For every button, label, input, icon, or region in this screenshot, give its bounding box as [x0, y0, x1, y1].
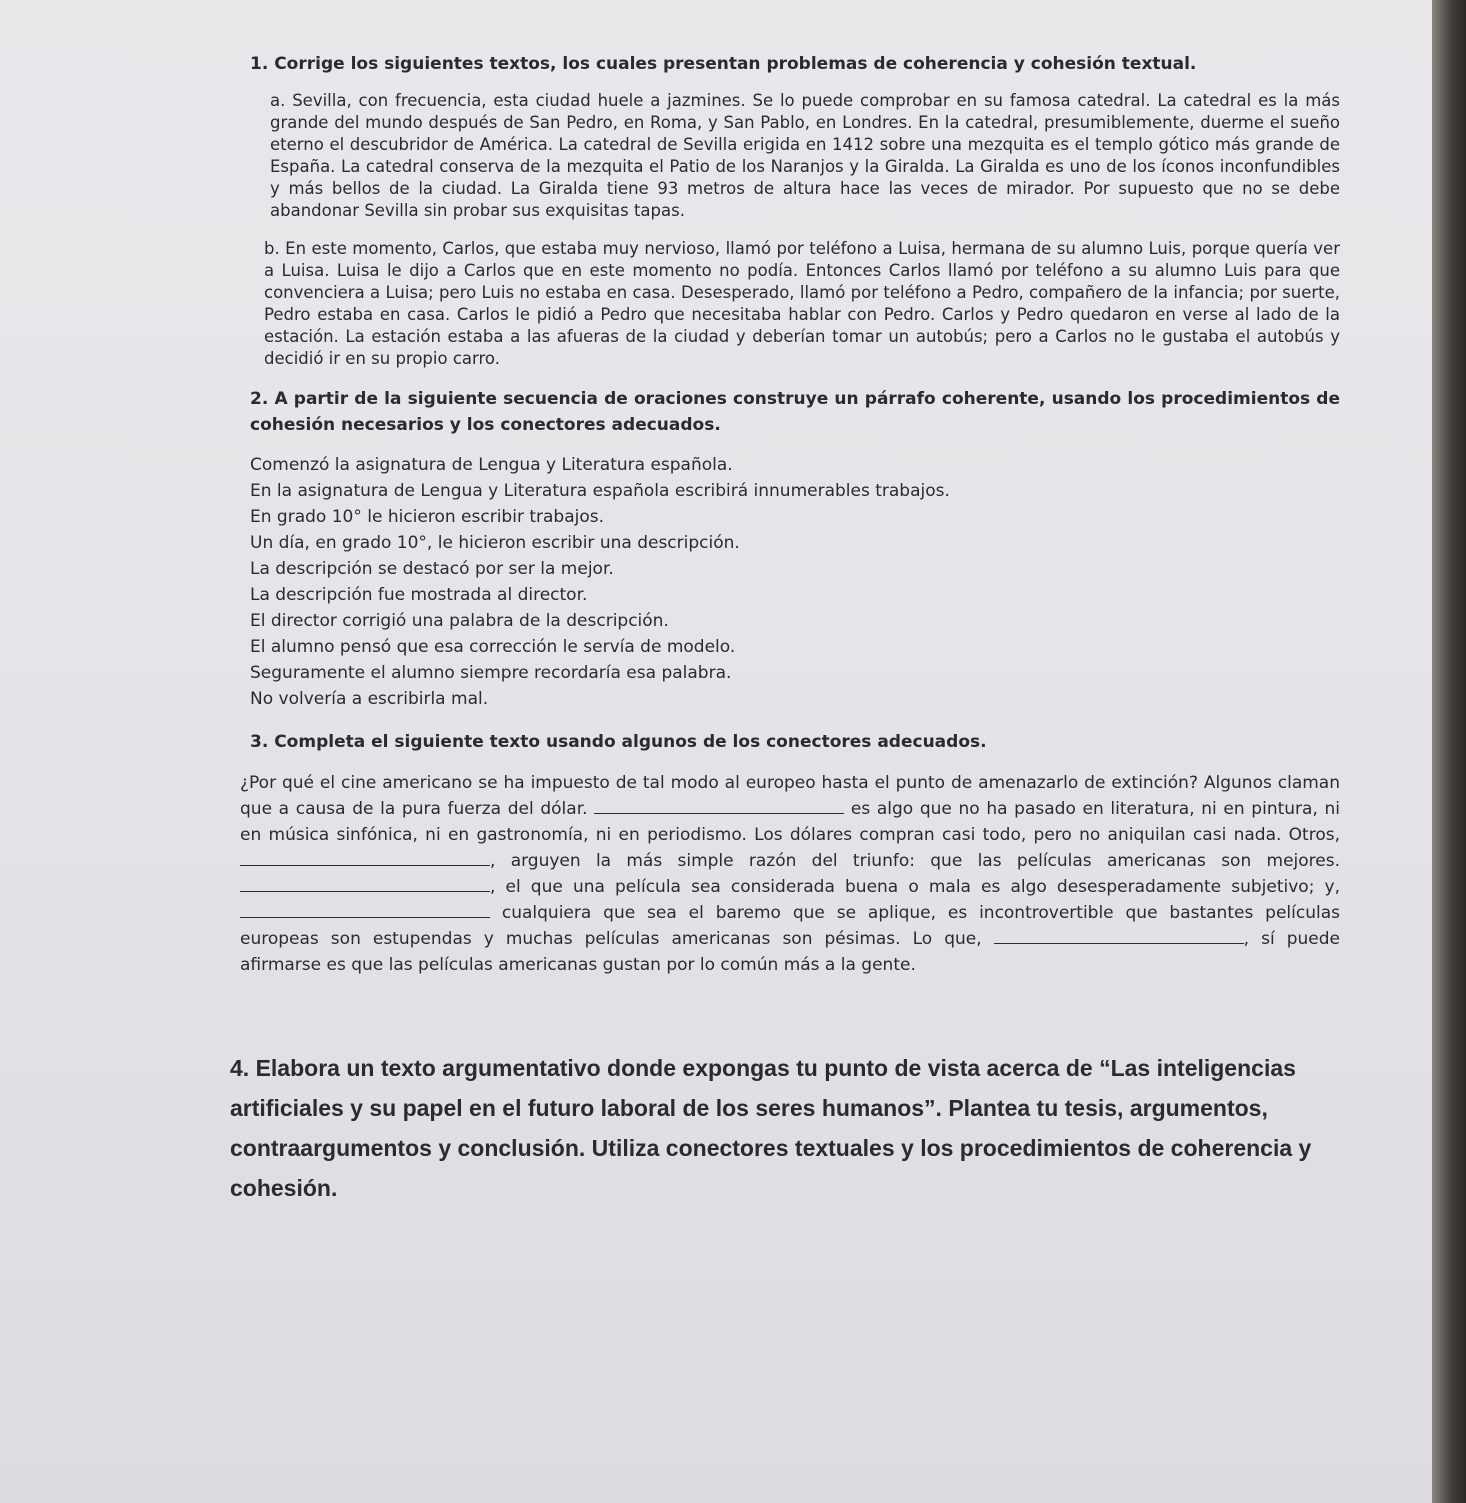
answer-blank[interactable] [240, 875, 490, 892]
answer-blank[interactable] [240, 849, 490, 866]
sentence: La descripción se destacó por ser la mejor. [250, 559, 614, 579]
fill-text-segment: cualquiera que sea el baremo que se aplique, es incontrovertible que bastantes películas europeas son estupendas y muchas películas americanas son pésimas. Lo que, [240, 903, 1340, 949]
sentence: Un día, en grado 10°, le hicieron escribir una descripción. [250, 533, 740, 553]
answer-blank[interactable] [594, 797, 844, 814]
worksheet-content [230, 52, 1340, 1208]
fill-text-segment: , arguyen la más simple razón del triunfo: que las películas americanas son mejores. [490, 851, 1340, 871]
sentence: El director corrigió una palabra de la descripción. [250, 611, 669, 631]
sentence: En grado 10° le hicieron escribir trabajos. [250, 507, 605, 527]
question-2-title: 2. A partir de la siguiente secuencia de oraciones construye un párrafo coherente, usando los procedimientos de cohesión necesarios y los conectores adecuados. [250, 389, 1340, 435]
question-3-title: 3. Completa el siguiente texto usando algunos de los conectores adecuados. [250, 732, 987, 752]
fill-text-segment: , el que una película sea considerada buena o mala es algo desesperadamente subjetivo; y, [490, 877, 1340, 897]
fill-text-segment: ¿Por qué el cine americano se ha impuesto de tal modo al europeo hasta el punto de amenazarlo de extinción? Algunos claman que a causa de la pura fuerza del dólar. [240, 773, 1340, 819]
fill-in-text [240, 770, 1340, 978]
paragraph-a: a. Sevilla, con frecuencia, esta ciudad huele a jazmines. Se lo puede comprobar en su famosa catedral. La catedral es la más grande del mundo después de San Pedro, en Roma, y San Pablo, en Londres. En la catedral, presumiblemente, duerme el sueño eterno el descubridor de América. La catedral de Sevilla erigida en 1412 sobre una mezquita es el templo gótico más grande de España. La catedral conserva de la mezquita el Patio de los Naranjos y la Giralda. La Giralda es uno de los íconos inconfundibles y más bellos de la ciudad. La Giralda tiene 93 metros de altura hace las veces de mirador. Por supuesto que no se debe abandonar Sevilla sin probar sus exquisitas tapas. [270, 91, 1340, 220]
paragraph-b: b. En este momento, Carlos, que estaba muy nervioso, llamó por teléfono a Luisa, hermana de su alumno Luis, porque quería ver a Luisa. Luisa le dijo a Carlos que en este momento no podía. Entonces Carlos llamó por teléfono a su alumno Luis para que convenciera a Luisa; pero Luis no estaba en casa. Desesperado, llamó por teléfono a Pedro, compañero de la infancia; por suerte, Pedro estaba en casa. Carlos le pidió a Pedro que necesitaba hablar con Pedro. Carlos y Pedro quedaron en verse al lado de la estación. La estación estaba a las afueras de la ciudad y deberían tomar un autobús; pero a Carlos no le gustaba el autobús y decidió ir en su propio carro. [264, 239, 1340, 368]
fill-text-segment: , sí puede afirmarse es que las películas americanas gustan por lo común más a la gente. [240, 929, 1340, 975]
sentence: Seguramente el alumno siempre recordaría esa palabra. [250, 663, 732, 683]
answer-blank[interactable] [994, 927, 1244, 944]
sentence: No volvería a escribirla mal. [250, 689, 489, 709]
sentence: El alumno pensó que esa corrección le servía de modelo. [250, 637, 736, 657]
sentence-list [250, 452, 1340, 712]
question-1-title: 1. Corrige los siguientes textos, los cuales presentan problemas de coherencia y cohesión textual. [250, 54, 1197, 74]
sentence: La descripción fue mostrada al director. [250, 585, 588, 605]
fill-text-segment: es algo que no ha pasado en literatura, ni en pintura, ni en música sinfónica, ni en gastronomía, ni en periodismo. Los dólares compran casi todo, pero no aniquilan casi nada. Otros, [240, 799, 1340, 845]
sentence: Comenzó la asignatura de Lengua y Literatura española. [250, 455, 733, 475]
question-4-title: 4. Elabora un texto argumentativo donde expongas tu punto de vista acerca de “Las inteligencias artificiales y su papel en el futuro laboral de los seres humanos”. Plantea tu tesis, argumentos, contraargumentos y conclusión. Utiliza conectores textuales y los procedimientos de coherencia y cohesión. [230, 1055, 1312, 1201]
sentence: En la asignatura de Lengua y Literatura española escribirá innumerables trabajos. [250, 481, 950, 501]
page-edge-shadow [1432, 0, 1466, 1503]
answer-blank[interactable] [240, 901, 490, 918]
